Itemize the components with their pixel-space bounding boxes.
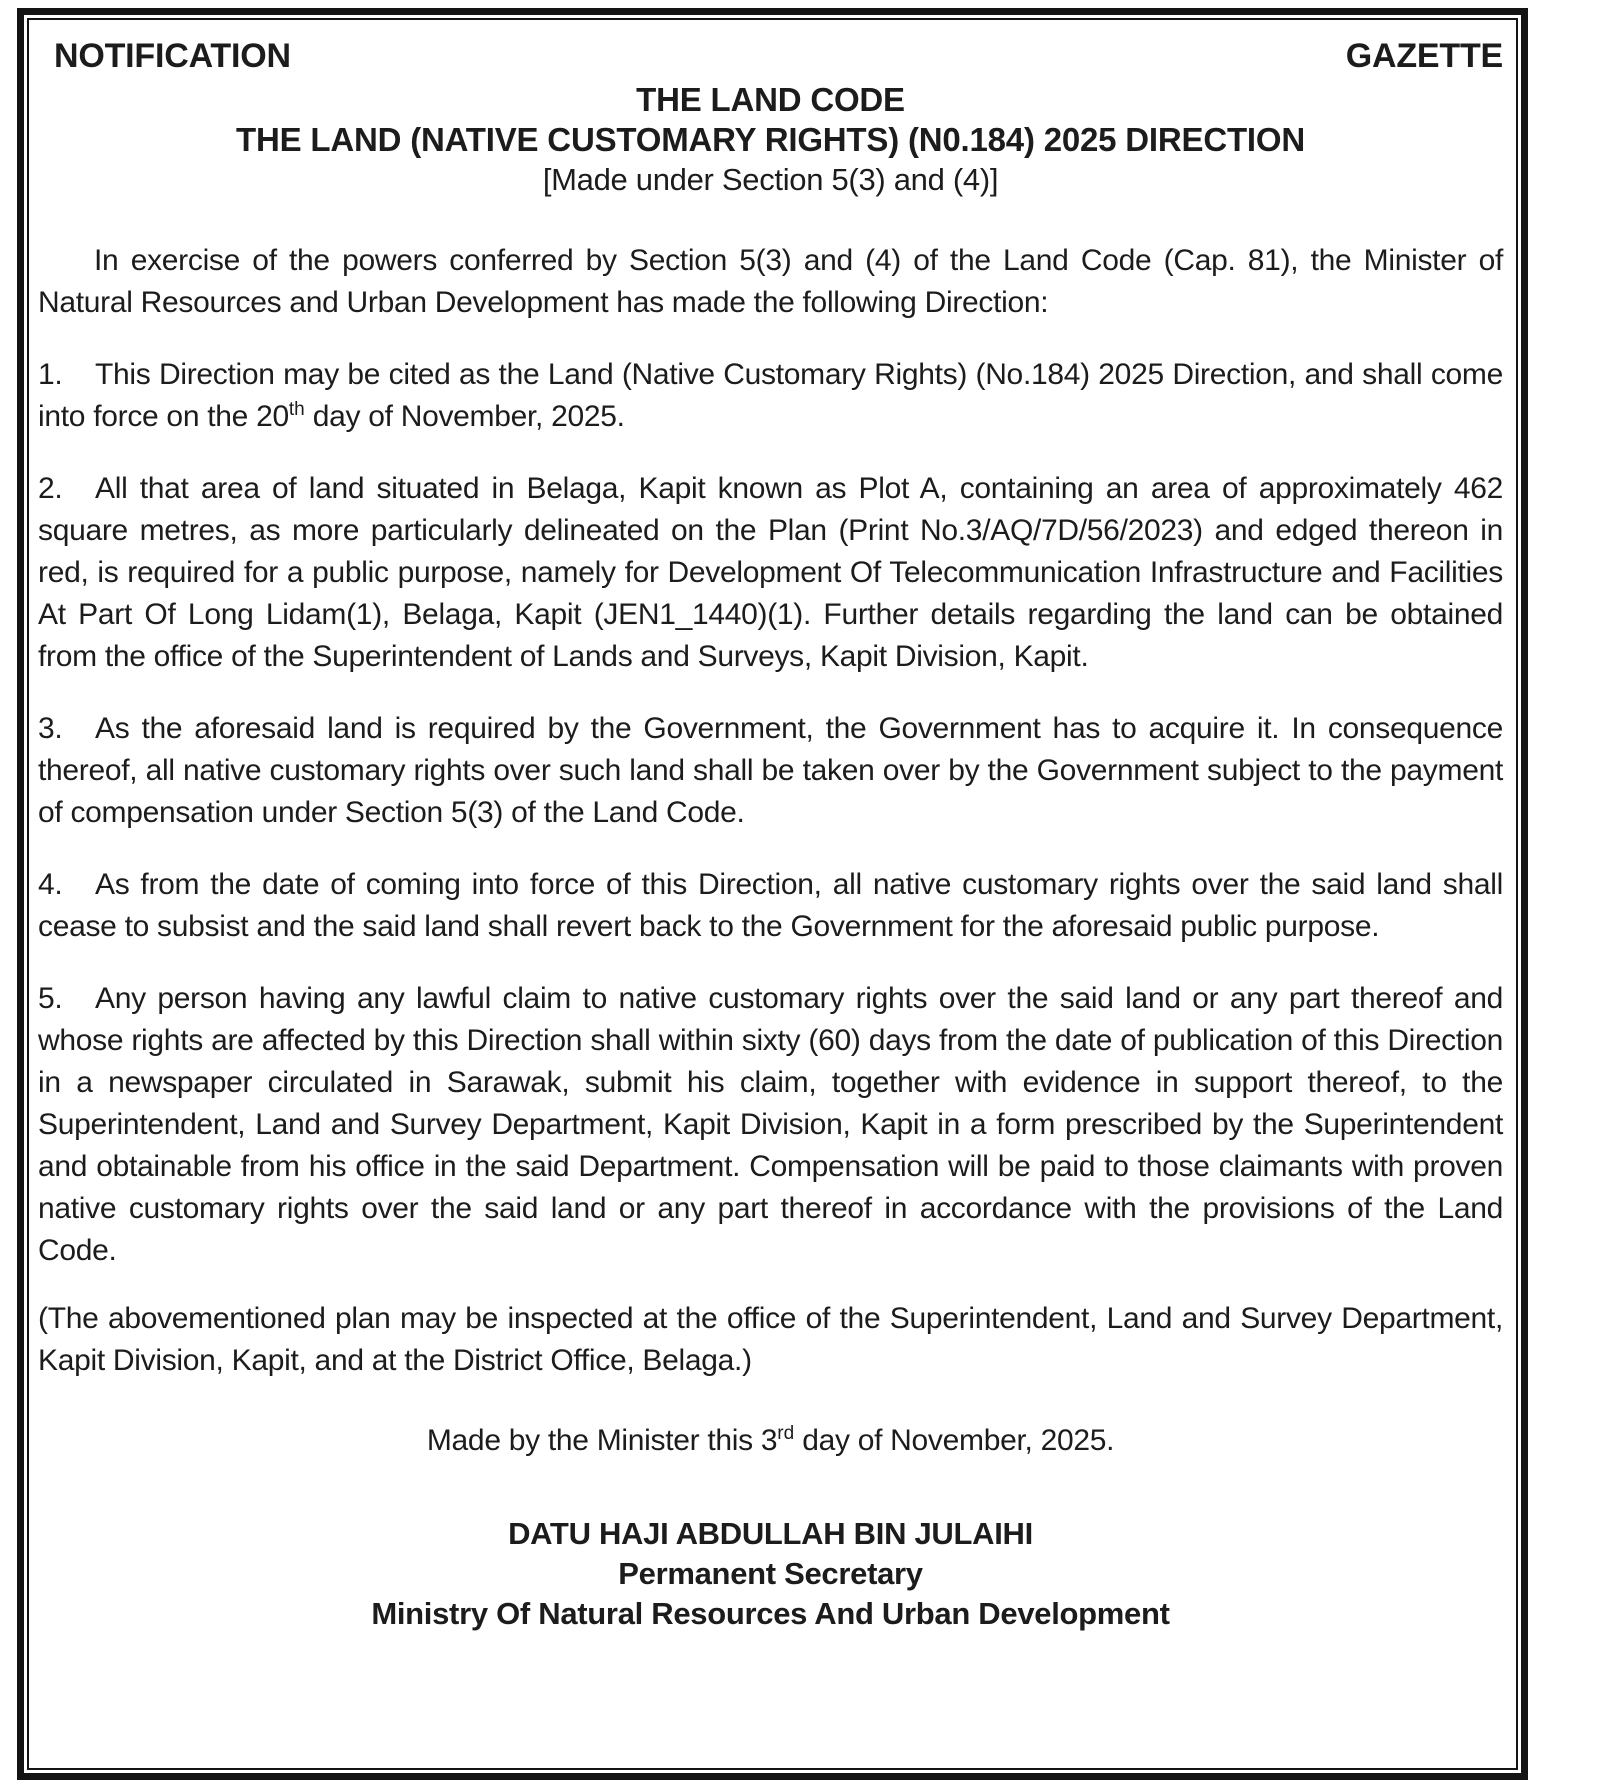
plan-inspection-note: (The abovementioned plan may be inspected at the office of the Superintendent, Land and Survey Department, Kapit Division, Kapit, and at the District Office, Belaga.) [38,1302,1503,1377]
document-inner-border [27,18,1518,1770]
item-number: 2. [38,472,63,505]
item-number: 5. [38,982,63,1015]
item-text: As the aforesaid land is required by the Government, the Government has to acquire it. In consequence thereof, all native customary rights over such land shall be taken over by the Government subject to the payment of compensation under Section 5(3) of the Land Code. [38,712,1503,829]
title-block [38,80,1503,200]
header-gazette-label: GAZETTE [1345,37,1503,75]
header-row [38,34,1503,78]
item-text: All that area of land situated in Belaga, Kapit known as Plot A, containing an area of approximately 462 square metres, as more particularly delineated on the Plan (Print No.3/AQ/7D/56/2023) and edged thereon in red, is required for a public purpose, namely for Development Of Telecommunication Infrastructure and Facilities At Part Of Long Lidam(1), Belaga, Kapit (JEN1_1440)(1). Further details regarding the land can be obtained from the office of the Superintendent of Lands and Surveys, Kapit Division, Kapit. [38,472,1503,673]
item-number: 4. [38,868,63,901]
signature-ministry: Ministry Of Natural Resources And Urban Development [371,1596,1170,1631]
document-subtitle: THE LAND (NATIVE CUSTOMARY RIGHTS) (N0.184) 2025 DIRECTION [236,121,1305,158]
header-notification-label: NOTIFICATION [54,37,291,75]
item-text: day of November, 2025. [304,400,625,433]
ordinal-superscript: th [288,399,305,420]
made-under-line: [Made under Section 5(3) and (4)] [542,162,999,197]
direction-item-3 [38,708,1503,834]
direction-item-5 [38,978,1503,1272]
document-outer-border [17,8,1528,1780]
document-content [29,20,1516,1634]
ordinal-superscript: rd [777,1423,795,1444]
direction-item-4 [38,864,1503,948]
item-text: This Direction may be cited as the Land (Native Customary Rights) (No.184) 2025 Direction, and shall come into force on the 20 [38,358,1503,433]
document-title: THE LAND CODE [636,81,905,118]
item-number: 3. [38,712,63,745]
item-text: As from the date of coming into force of this Direction, all native customary rights over the said land shall cease to subsist and the said land shall revert back to the Government for the aforesaid public purpose. [38,868,1503,943]
direction-item-2 [38,468,1503,678]
made-by-line [38,1420,1503,1462]
item-text: Any person having any lawful claim to native customary rights over the said land or any part thereof and whose rights are affected by this Direction shall within sixty (60) days from the date of publication of this Direction in a newspaper circulated in Sarawak, submit his claim, together with evidence in support thereof, to the Superintendent, Land and Survey Department, Kapit Division, Kapit in a form prescribed by the Superintendent and obtainable from his office in the said Department. Compensation will be paid to those claimants with proven native customary rights over the said land or any part thereof in accordance with the provisions of the Land Code. [38,982,1503,1267]
made-by-text: Made by the Minister this 3 [426,1424,778,1457]
signature-name: DATU HAJI ABDULLAH BIN JULAIHI [508,1516,1033,1551]
direction-item-1 [38,354,1503,438]
signature-block [38,1514,1503,1634]
made-by-text: day of November, 2025. [794,1424,1115,1457]
item-number: 1. [38,358,63,391]
intro-paragraph: In exercise of the powers conferred by Section 5(3) and (4) of the Land Code (Cap. 81), the Minister of Natural Resources and Urban Development has made the following Direction: [38,244,1503,319]
signature-title: Permanent Secretary [618,1556,923,1591]
